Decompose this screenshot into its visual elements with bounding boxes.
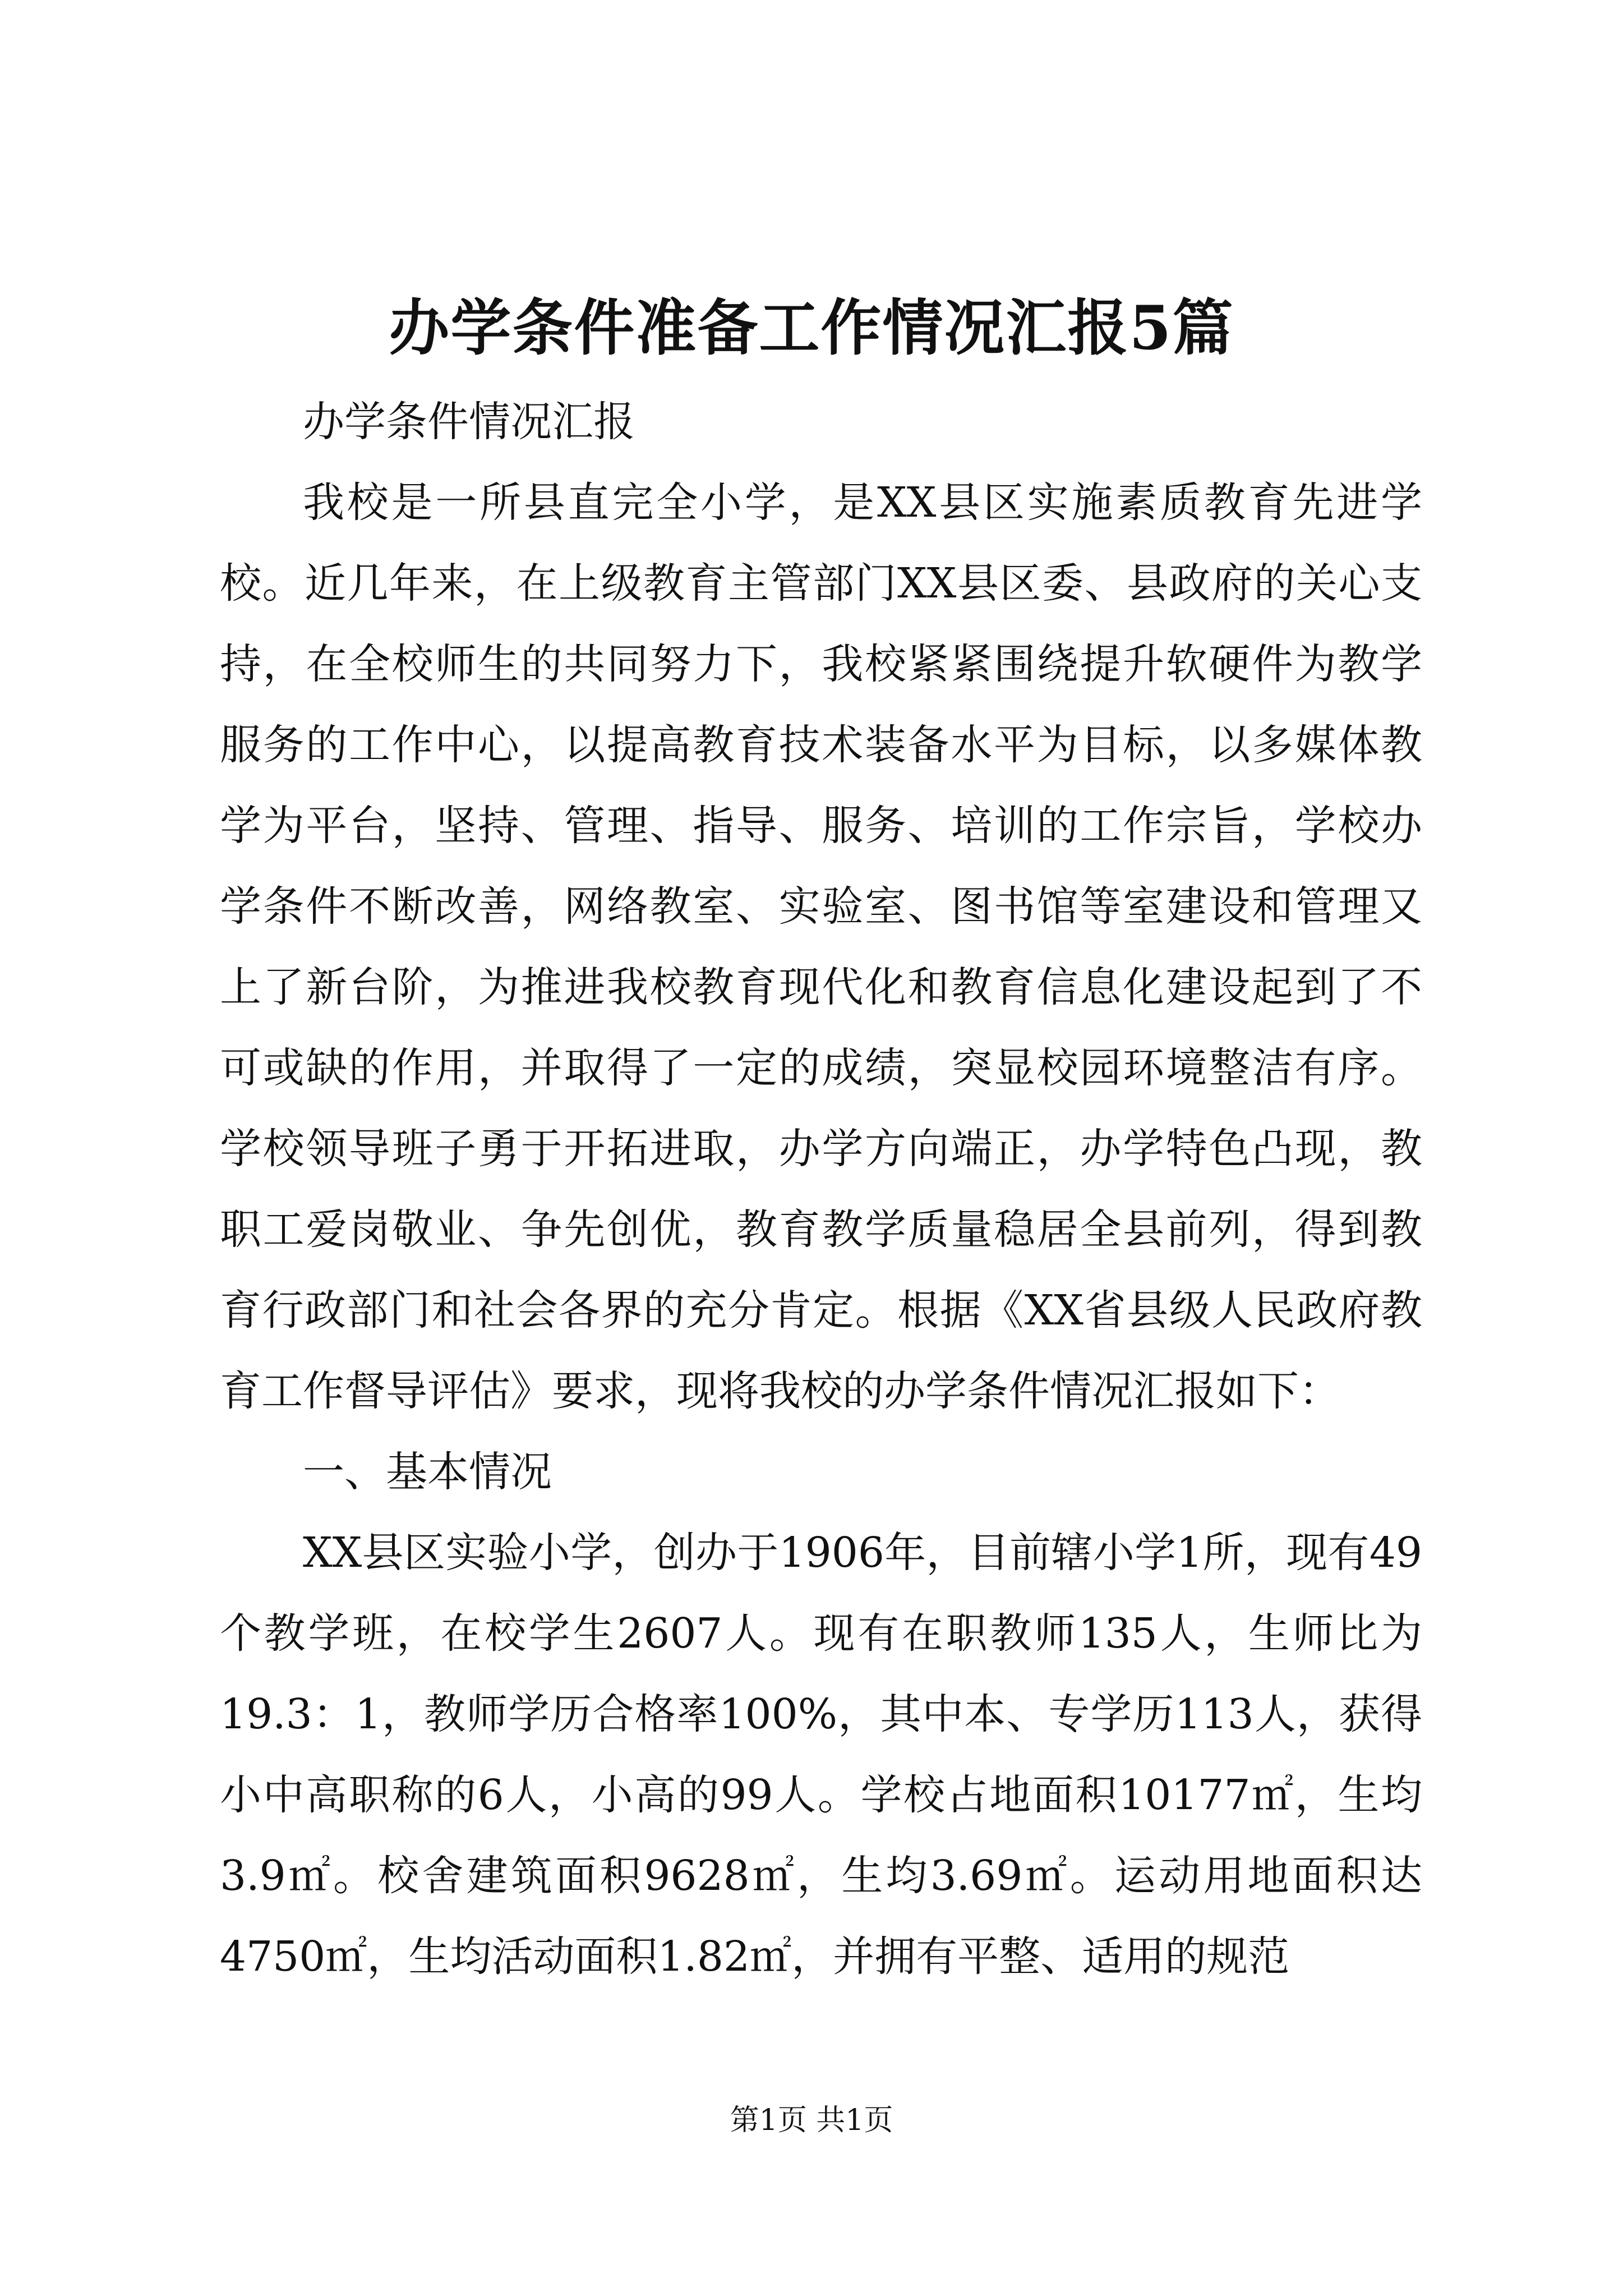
document-body	[220, 381, 1422, 1997]
paragraph-basic-info: XX县区实验小学，创办于1906年，目前辖小学1所，现有49个教学班，在校学生2607人。现有在职教师135人，生师比为19.3：1，教师学历合格率100%，其中本、专学历113人，获得小中高职称的6人，小高的99人。学校占地面积10177㎡，生均3.9㎡。校舍建筑面积9628㎡，生均3.69㎡。运动用地面积达4750㎡，生均活动面积1.82㎡，并拥有平整、适用的规范	[220, 1529, 1422, 1981]
document-title: 办学条件准备工作情况汇报5篇	[389, 293, 1234, 364]
page-footer: 第1页 共1页	[730, 2104, 893, 2137]
section-heading-basic-info: 一、基本情况	[303, 1448, 552, 1496]
paragraph-subtitle: 办学条件情况汇报	[303, 398, 635, 446]
paragraph-intro: 我校是一所县直完全小学，是XX县区实施素质教育先进学校。近几年来，在上级教育主管部门XX县区委、县政府的关心支持，在全校师生的共同努力下，我校紧紧围绕提升软硬件为教学服务的工作中心，以提高教育技术装备水平为目标，以多媒体教学为平台，坚持、管理、指导、服务、培训的工作宗旨，学校办学条件不断改善，网络教室、实验室、图书馆等室建设和管理又上了新台阶，为推进我校教育现代化和教育信息化建设起到了不可或缺的作用，并取得了一定的成绩，突显校园环境整洁有序。学校领导班子勇于开拓进取，办学方向端正，办学特色凸现，教职工爱岗敬业、争先创优，教育教学质量稳居全县前列，得到教育行政部门和社会各界的充分肯定。根据《XX省县级人民政府教育工作督导评估》要求，现将我校的办学条件情况汇报如下：	[220, 478, 1422, 1415]
